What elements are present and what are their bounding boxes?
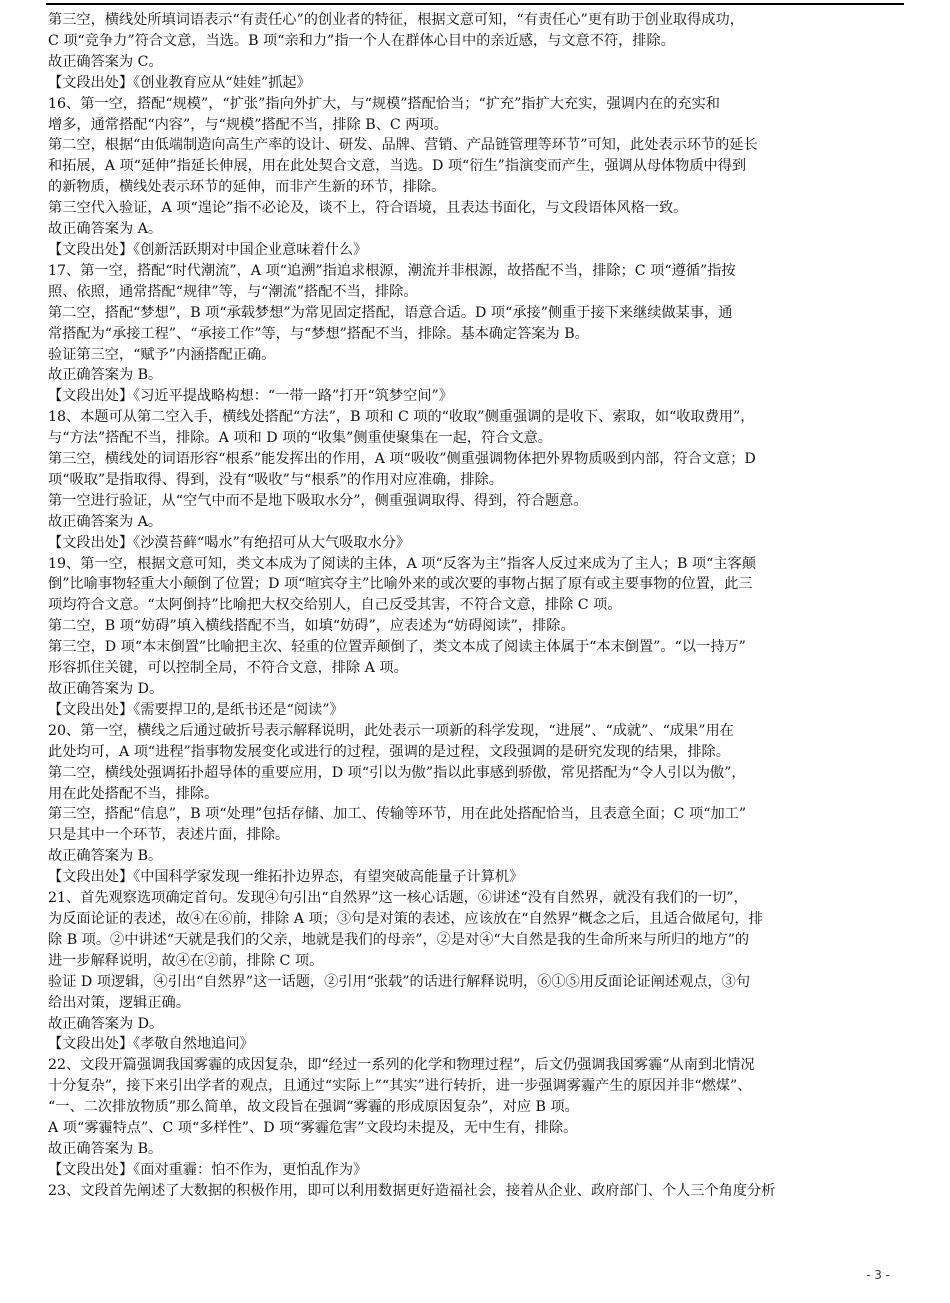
- text-line: 第三空，横线处所填词语表示“有责任心”的创业者的特征，根据文意可知，“有责任心”更有助于创业取得成功，: [48, 12, 744, 28]
- source-line: 【文段出处】《中国科学家发现一维拓扑边界态，有望突破高能量子计算机》: [48, 869, 524, 886]
- page-number: - 3 -: [866, 1268, 890, 1282]
- question-22-line: 22、文段开篇强调我国雾霾的成因复杂，即“经过一系列的化学和物理过程”，后文仍强调我国雾霾“从南到北情况: [48, 1057, 755, 1074]
- text-line: 项均符合文意。“太阿倒持”比喻把大权交给别人，自己反受其害，不符合文意，排除 C 项。: [48, 597, 622, 614]
- text-line: 十分复杂”，接下来引出学者的观点，且通过“实际上”“其实”进行转折，进一步强调雾霾产生的原因并非“燃煤”、: [48, 1078, 752, 1095]
- text-line: 增多，通常搭配“内容”，与“规模”搭配不当，排除 B、C 两项。: [48, 116, 448, 133]
- question-17-line: 17、第一空，搭配“时代潮流”，A 项“追溯”指追求根源，潮流并非根源，故搭配不当，排除；C 项“遵循”指按: [48, 262, 736, 279]
- text-line: 除 B 项。②中讲述“天就是我们的父亲，地就是我们的母亲”，②是对④“大自然是我的生命所来与所归的地方”的: [48, 931, 750, 948]
- question-23-line: 23、文段首先阐述了大数据的积极作用，即可以利用数据更好造福社会，接着从企业、政府部门、个人三个角度分析: [48, 1182, 776, 1199]
- text-line: 只是其中一个环节，表述片面，排除。: [48, 827, 290, 844]
- answer-line: 故正确答案为 C。: [48, 53, 163, 70]
- source-line: 【文段出处】《孝敬自然地追问》: [48, 1036, 254, 1053]
- text-line: 进一步解释说明，故④在②前，排除 C 项。: [48, 952, 324, 969]
- text-line: 形容抓住关键，可以控制全局，不符合文意，排除 A 项。: [48, 660, 408, 677]
- text-line: 第三空代入验证，A 项“遑论”指不必论及，谈不上，符合语境，且表达书面化，与文段语体风格一致。: [48, 200, 688, 217]
- answer-line: 故正确答案为 A。: [48, 513, 163, 530]
- text-line: 第二空，搭配“梦想”，B 项“承载梦想”为常见固定搭配，语意合适。D 项“承接”侧重于接下来继续做某事，通: [48, 304, 733, 321]
- answer-line: 故正确答案为 B。: [48, 1140, 163, 1157]
- question-18-line: 18、本题可从第二空入手，横线处搭配“方法”，B 项和 C 项的“收取”侧重强调的是收下、索取，如“收取费用”，: [48, 409, 755, 426]
- text-line: 照、依照，通常搭配“规律”等，与“潮流”搭配不当，排除。: [48, 283, 418, 300]
- text-line: 此处均可，A 项“进程”指事物发展变化或进行的过程，强调的是过程，文段强调的是研究发现的结果，排除。: [48, 743, 730, 760]
- text-line: C 项“竞争力”符合文意，当选。B 项“亲和力”指一个人在群体心目中的亲近感，与文意不符，排除。: [48, 32, 675, 49]
- text-line: 常搭配为“承接工程”、“承接工作”等，与“梦想”搭配不当，排除。基本确定答案为 B。: [48, 325, 589, 342]
- text-line: 用在此处搭配不当，排除。: [48, 785, 219, 802]
- text-line: 第三空，D 项“本末倒置”比喻把主次、轻重的位置弄颠倒了，类文本成了阅读主体属于“本末倒置”。“以一持万”: [48, 639, 746, 656]
- text-line: 第三空，横线处的词语形容“根系”能发挥出的作用，A 项“吸收”侧重强调物体把外界物质吸到内部，符合文意；D: [48, 451, 756, 468]
- header-rule: [46, 3, 904, 5]
- text-line: 给出对策，逻辑正确。: [48, 994, 190, 1011]
- text-line: 第二空，根据“由低端制造向高生产率的设计、研发、品牌、营销、产品链管理等环节”可知，此处表示环节的延长: [48, 137, 758, 154]
- text-line: 验证 D 项逻辑，④引出“自然界”这一话题，②引用“张载”的话进行解释说明，⑥①⑤用反面论证阐述观点，③句: [48, 973, 751, 990]
- text-line: 的新物质，横线处表示环节的延伸，而非产生新的环节，排除。: [48, 179, 446, 196]
- question-21-line: 21、首先观察选项确定首句。发现④句引出“自然界”这一核心话题，⑥讲述“没有自然界，就没有我们的一切”，: [48, 890, 748, 907]
- text-line: 验证第三空，“赋予”内涵搭配正确。: [48, 346, 276, 363]
- source-line: 【文段出处】《创业教育应从“娃娃”抓起》: [48, 74, 311, 91]
- answer-line: 故正确答案为 D。: [48, 1015, 164, 1032]
- answer-line: 故正确答案为 B。: [48, 367, 163, 384]
- text-line: A 项“雾霾特点”、C 项“多样性”、D 项“雾霾危害”文段均未提及，无中生有，排除。: [48, 1120, 578, 1137]
- text-line: 第一空进行验证，从“空气中而不是地下吸取水分”，侧重强调取得、得到，符合题意。: [48, 492, 588, 509]
- source-line: 【文段出处】《需要捍卫的,是纸书还是“阅读”》: [48, 701, 344, 718]
- text-line: “一、二次排放物质”那么简单，故文段旨在强调“雾霾的形成原因复杂”，对应 B 项。: [48, 1099, 579, 1116]
- answer-line: 故正确答案为 D。: [48, 681, 164, 697]
- source-line: 【文段出处】《面对重霾：怕不作为，更怕乱作为》: [48, 1161, 368, 1178]
- text-line: 倒”比喻事物轻重大小颠倒了位置；D 项“喧宾夺主”比喻外来的或次要的事物占据了原有或主要事物的位置，此三: [48, 576, 753, 593]
- text-line: 和拓展，A 项“延伸”指延长伸展，用在此处契合文意，当选。D 项“衍生”指演变而产生，强调从母体物质中得到: [48, 158, 747, 175]
- text-line: 为反面论证的表述，故④在⑥前，排除 A 项；③句是对策的表述，应该放在“自然界”概念之后，且适合做尾句，排: [48, 910, 763, 927]
- question-19-line: 19、第一空，根据文意可知，类文本成为了阅读的主体，A 项“反客为主”指客人反过来成为了主人；B 项“主客颠: [48, 555, 756, 572]
- text-line: 第二空，B 项“妨碍”填入横线搭配不当，如填“妨碍”，应表述为“妨碍阅读”，排除。: [48, 618, 575, 635]
- source-line: 【文段出处】《沙漠苔藓“喝水”有绝招可从大气吸取水分》: [48, 534, 411, 551]
- text-line: 项“吸取”是指取得、得到，没有“吸收”与“根系”的作用对应准确，排除。: [48, 471, 503, 488]
- question-20-line: 20、第一空，横线之后通过破折号表示解释说明，此处表示一项新的科学发现，“进展”、“成就”、“成果”用在: [48, 722, 734, 739]
- source-line: 【文段出处】《创新活跃期对中国企业意味着什么》: [48, 241, 368, 258]
- answer-line: 故正确答案为 A。: [48, 221, 163, 238]
- text-line: 与“方法”搭配不当，排除。A 项和 D 项的“收集”侧重使聚集在一起，符合文意。: [48, 430, 552, 447]
- source-line: 【文段出处】《习近平提战略构想：“一带一路”打开“筑梦空间”》: [48, 388, 453, 405]
- answer-line: 故正确答案为 B。: [48, 848, 163, 865]
- document-body: [48, 10, 906, 1202]
- text-line: 第二空，横线处强调拓扑超导体的重要应用，D 项“引以为傲”指以此事感到骄傲，常见搭配为“令人引以为傲”，: [48, 764, 746, 781]
- text-line: 第三空，搭配“信息”，B 项“处理”包括存储、加工、传输等环节，用在此处搭配恰当，且表意全面；C 项“加工”: [48, 806, 747, 823]
- question-16-line: 16、第一空，搭配“规模”，“扩张”指向外扩大，与“规模”搭配恰当；“扩充”指扩大充实，强调内在的充实和: [48, 95, 720, 112]
